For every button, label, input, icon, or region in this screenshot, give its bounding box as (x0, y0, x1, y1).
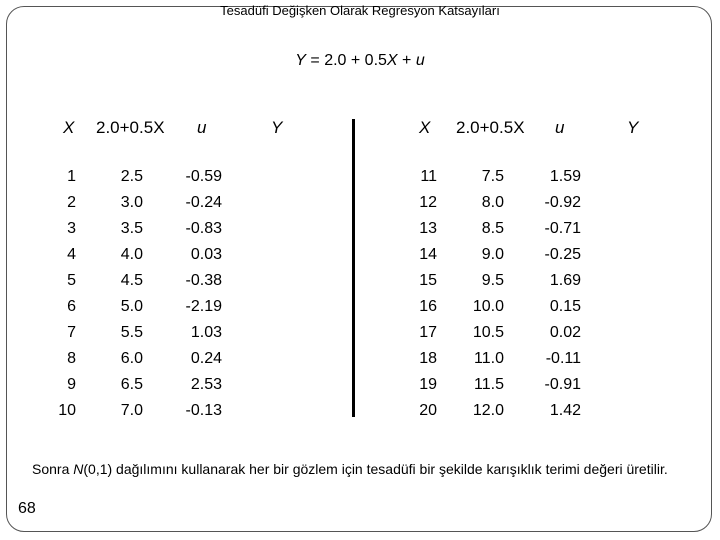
table-cell: 18 (419, 350, 437, 367)
table-cell: 15 (419, 272, 437, 289)
table-cell: 9 (67, 376, 76, 393)
regression-equation (0, 52, 720, 70)
table-cell: 4.5 (120, 272, 143, 289)
table-cell: 6.5 (120, 376, 143, 393)
table-cell: 14 (419, 246, 437, 263)
left-fitted-column (100, 164, 143, 424)
table-cell: 6 (67, 298, 76, 315)
table-cell: 1.69 (549, 272, 581, 289)
table-cell: 8.5 (481, 220, 504, 237)
table-cell: 1.59 (549, 168, 581, 185)
table-cell: -0.91 (544, 376, 581, 393)
table-cell: -0.24 (185, 194, 222, 211)
table-cell: 5.5 (120, 324, 143, 341)
footnote-after: (0,1) dağılımını kullanarak her bir gözlem için tesadüfi bir şekilde karışıklık terimi değeri üretilir. (83, 461, 668, 477)
table-cell: 2.5 (120, 168, 143, 185)
right-x-column (400, 164, 437, 424)
table-cell: -0.25 (544, 246, 581, 263)
table-cell: -2.19 (185, 298, 222, 315)
table-cell: 11.5 (474, 376, 504, 393)
table-cell: 7 (67, 324, 76, 341)
header-x-right: X (419, 118, 431, 137)
table-cell: -0.13 (185, 402, 222, 419)
table-cell: 4.0 (120, 246, 143, 263)
header-u-right: u (555, 118, 565, 137)
header-u-left: u (197, 118, 207, 137)
table-cell: 0.24 (190, 350, 222, 367)
equation-u: u (415, 52, 425, 69)
table-cell: 6.0 (120, 350, 143, 367)
table-cell: 3.0 (120, 194, 143, 211)
table-cell: 20 (419, 402, 437, 419)
table-cell: 11.0 (474, 350, 504, 367)
table-cell: 5 (67, 272, 76, 289)
table-cell: 1.42 (549, 402, 581, 419)
page-number: 68 (18, 500, 36, 517)
table-cell: 12 (419, 194, 437, 211)
table-cell: 10.5 (472, 324, 504, 341)
right-fitted-column (455, 164, 504, 424)
table-cell: 19 (419, 376, 437, 393)
header-y-right: Y (627, 118, 639, 137)
footnote-text (32, 460, 692, 478)
table-cell: 17 (419, 324, 437, 341)
equation-middle: = 2.0 + 0.5 (305, 52, 387, 69)
equation-y: Y (295, 52, 306, 69)
header-y-left: Y (271, 118, 283, 137)
table-cell: 3 (67, 220, 76, 237)
table-cell: 2.53 (190, 376, 222, 393)
table-cell: 10.0 (472, 298, 504, 315)
table-cell: 8.0 (481, 194, 504, 211)
table-cell: 11 (420, 168, 437, 185)
table-cell: 7.0 (120, 402, 143, 419)
table-cell: -0.38 (185, 272, 222, 289)
table-cell: -0.59 (185, 168, 222, 185)
table-cell: 1 (67, 168, 76, 185)
table-cell: 5.0 (120, 298, 143, 315)
table-cell: -0.71 (544, 220, 581, 237)
table-divider (352, 119, 355, 417)
table-cell: 10 (58, 402, 76, 419)
table-cell: 0.15 (549, 298, 581, 315)
equation-plus: + (397, 52, 416, 69)
table-cell: 2 (67, 194, 76, 211)
table-cell: 9.0 (481, 246, 504, 263)
right-u-column (526, 164, 581, 424)
table-cell: 0.03 (190, 246, 222, 263)
footnote-italic: N (73, 461, 84, 477)
table-cell: 9.5 (481, 272, 504, 289)
table-cell: 12.0 (472, 402, 504, 419)
table-cell: 3.5 (120, 220, 143, 237)
table-cell: -0.83 (185, 220, 222, 237)
header-fitted-left: 2.0+0.5X (96, 118, 165, 137)
header-fitted-right: 2.0+0.5X (456, 118, 525, 137)
footnote-before: Sonra (32, 461, 74, 477)
table-cell: -0.92 (544, 194, 581, 211)
equation-x: X (386, 52, 398, 69)
left-u-column (168, 164, 222, 424)
table-cell: 0.02 (549, 324, 581, 341)
left-x-column (40, 164, 76, 424)
table-cell: 16 (419, 298, 437, 315)
table-cell: 7.5 (481, 168, 504, 185)
table-cell: 4 (67, 246, 76, 263)
table-cell: 13 (419, 220, 437, 237)
slide-title: Tesadüfi Değişken Olarak Regresyon Katsayıları (220, 3, 500, 18)
header-x-left: X (63, 118, 75, 137)
table-cell: 8 (67, 350, 76, 367)
table-cell: -0.11 (545, 350, 581, 367)
table-cell: 1.03 (190, 324, 222, 341)
